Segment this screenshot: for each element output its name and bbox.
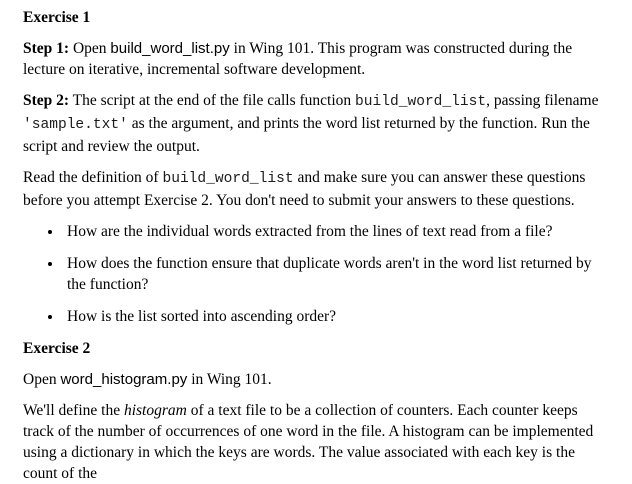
read-function-code: build_word_list	[162, 171, 294, 187]
list-item	[63, 253, 611, 295]
histogram-definition-paragraph	[23, 400, 611, 484]
step2-filename-code: 'sample.txt'	[23, 117, 128, 133]
step1-filename: build_word_list.py	[110, 40, 230, 57]
read-definition-paragraph	[23, 167, 611, 211]
question-3-text: How is the list sorted into ascending order?	[67, 308, 337, 325]
list-item	[63, 221, 611, 242]
open-text-post: in Wing 101.	[187, 371, 272, 388]
step1-label: Step 1:	[23, 40, 70, 57]
step2-text-mid: , passing filename	[486, 92, 599, 109]
histogram-text-post: of a text file to be a collection of counters. Each counter keeps track of the number of occurrences of one word in the file. A histogram can be implemented using a dictionary in which the keys are words. The value associated with each key is the count of the	[23, 402, 594, 482]
step2-label: Step 2:	[23, 92, 70, 109]
list-item	[63, 306, 611, 327]
question-2-text: How does the function ensure that duplicate words aren't in the word list returned by the function?	[67, 255, 592, 293]
step2-paragraph	[23, 90, 611, 157]
step2-text-pre: The script at the end of the file calls function	[69, 92, 356, 109]
step1-text-pre: Open	[69, 40, 111, 57]
step1-text-post: in Wing 101. This program was constructed during the lecture on iterative, incremental software development.	[23, 40, 573, 78]
exercise1-heading: Exercise 1	[23, 9, 91, 26]
histogram-term-italic: histogram	[123, 402, 187, 419]
question-list	[23, 221, 611, 327]
exercise2-heading: Exercise 2	[23, 340, 91, 357]
question-1-text: How are the individual words extracted from the lines of text read from a file?	[67, 223, 553, 240]
read-text-pre: Read the definition of	[23, 169, 163, 186]
step2-function-code: build_word_list	[355, 94, 487, 110]
open-text-pre: Open	[23, 371, 61, 388]
open-filename: word_histogram.py	[60, 371, 188, 388]
step1-paragraph	[23, 38, 611, 80]
open-file-paragraph	[23, 369, 611, 390]
step2-text-post: as the argument, and prints the word list returned by the function. Run the script and review the output.	[23, 115, 590, 155]
histogram-text-pre: We'll define the	[23, 402, 124, 419]
read-text-post: and make sure you can answer these questions before you attempt Exercise 2. You don't need to submit your answers to these questions.	[23, 169, 586, 209]
